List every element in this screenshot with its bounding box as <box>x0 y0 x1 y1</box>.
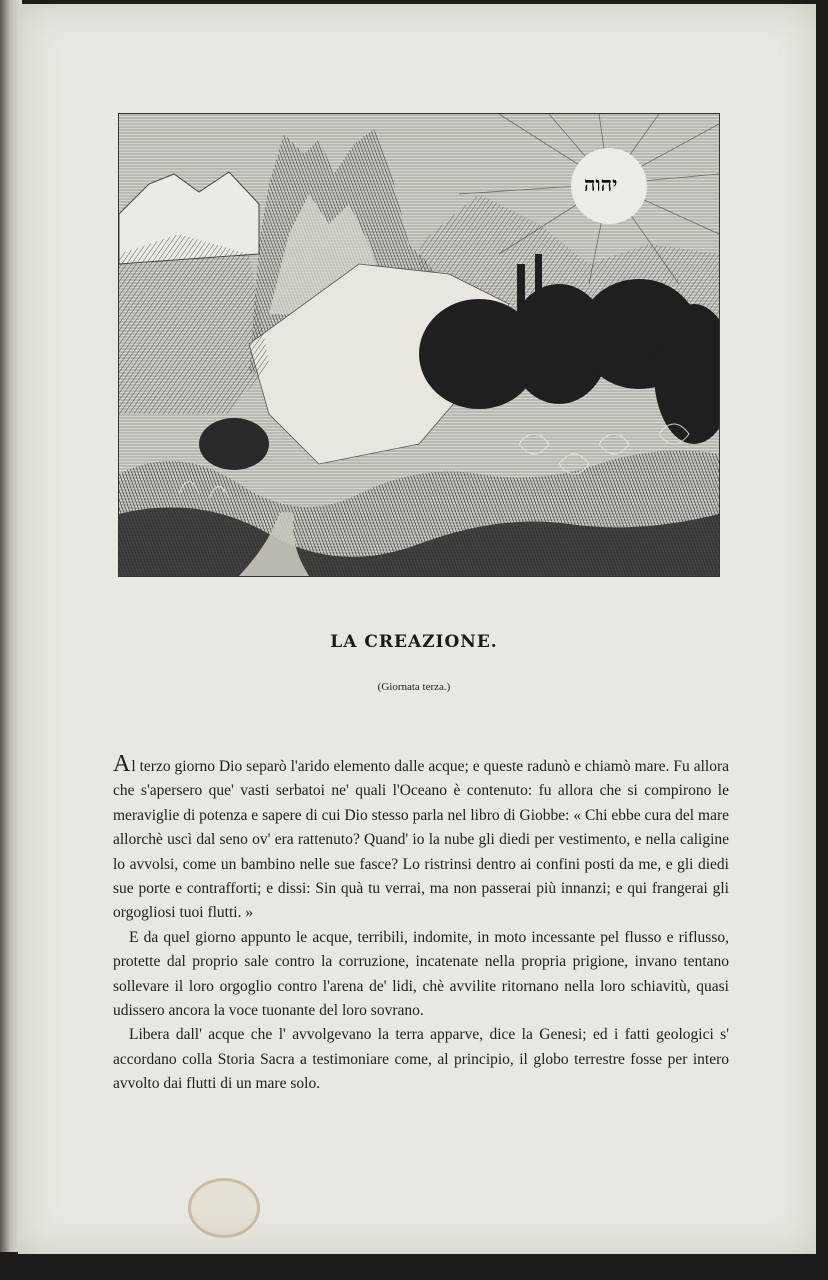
body-text <box>113 751 729 1097</box>
boulder <box>199 418 269 470</box>
paragraph-2: E da quel giorno appunto le acque, terribili, indomite, in moto incessante pel flusso e riflusso, protette dal proprio sale contro la corruzione, incatenate nella propria prigione, invano tentano sollevare il loro orgoglio contro l'arena de' lidi, chè avvilite ritornano nella loro schiavitù, quasi udissero ancora la voce tuonante del loro sovrano. <box>113 928 729 1020</box>
water-stain <box>188 1178 260 1238</box>
drop-cap: A <box>113 751 131 777</box>
sun-inscription: יהוה <box>584 172 618 196</box>
paragraph-1-text: l terzo giorno Dio separò l'arido elemento dalle acque; e queste radunò e chiamò mare. Fu allora che s'apersero que' vasti serbatoi ne' quali l'Oceano è contenuto: fu allora che si compirono le meraviglie di potenza e sapere di cui Dio stesso parla nel libro di Giobbe: « Chi ebbe cura del mare allorchè uscì dal seno ov' era rattenuto? Quand' io la nube gli diedi per vestimento, e nella caligine lo avvolsi, come un bambino nelle sue fasce? Lo ristrinsi dentro ai confini posti da me, e gli diedi sue porte e contrafforti; e dissi: Sin quà tu verrai, ma non passerai più innanzi; e qui frangerai gli orgogliosi tuoi flutti. » <box>113 758 729 922</box>
paragraph-3: Libera dall' acque che l' avvolgevano la terra apparve, dice la Genesi; ed i fatti geologici s' accordano colla Storia Sacra a testimoniare come, al principio, il globo terrestre fosse per intero avvolto dai flutti di un mare solo. <box>113 1026 729 1093</box>
page-subtitle: (Giornata terza.) <box>377 681 451 693</box>
paragraph-1 <box>113 751 729 926</box>
engraving-illustration <box>118 113 720 577</box>
page-title: LA CREAZIONE. <box>330 632 498 652</box>
